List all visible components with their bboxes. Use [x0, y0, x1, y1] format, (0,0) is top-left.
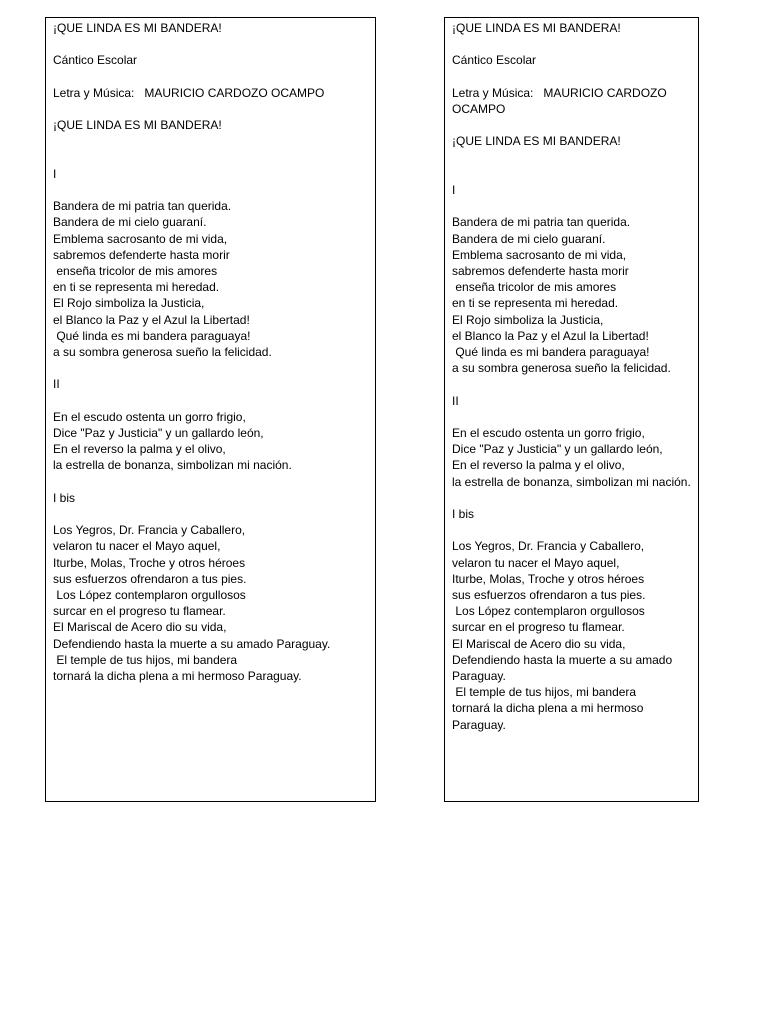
lyric-line — [452, 490, 691, 506]
lyric-line: sus esfuerzos ofrendaron a tus pies. — [53, 571, 247, 586]
lyric-line: Qué linda es mi bandera paraguaya! — [452, 344, 650, 359]
lyric-line: Iturbe, Molas, Troche y otros héroes — [53, 555, 246, 570]
lyric-line: El Mariscal de Acero dio su vida, — [53, 620, 227, 635]
lyric-line — [53, 101, 368, 117]
lyric-line: Cántico Escolar — [53, 53, 138, 68]
lyric-line: enseña tricolor de mis amores — [53, 263, 218, 278]
lyric-line: Bandera de mi cielo guaraní. — [452, 231, 606, 246]
lyric-line: sabremos defenderte hasta morir — [53, 247, 230, 262]
lyric-line: II — [452, 393, 459, 408]
lyric-line: Bandera de mi patria tan querida. — [452, 215, 631, 230]
lyric-line: Los Yegros, Dr. Francia y Caballero, — [53, 523, 246, 538]
lyric-line: a su sombra generosa sueño la felicidad. — [53, 344, 272, 359]
lyric-line: I bis — [53, 490, 76, 505]
lyric-line — [53, 506, 368, 522]
lyric-line: El temple de tus hijos, mi bandera — [53, 652, 238, 667]
lyric-line — [452, 150, 691, 166]
lyric-line: Bandera de mi cielo guaraní. — [53, 215, 207, 230]
lyric-line: En el reverso la palma y el olivo, — [452, 458, 625, 473]
lyric-line: Defendiendo hasta la muerte a su amado Paraguay. — [53, 636, 331, 651]
lyric-line — [452, 36, 691, 52]
lyric-line: En el reverso la palma y el olivo, — [53, 442, 226, 457]
lyric-line — [53, 69, 368, 85]
lyric-line — [53, 133, 368, 149]
lyric-line: sus esfuerzos ofrendaron a tus pies. — [452, 587, 646, 602]
lyric-line: El temple de tus hijos, mi bandera — [452, 685, 637, 700]
lyric-line: ¡QUE LINDA ES MI BANDERA! — [53, 21, 222, 35]
lyric-line — [452, 117, 691, 133]
lyric-line: Defendiendo hasta la muerte a su amado Paraguay. — [452, 652, 676, 683]
lyric-line — [53, 150, 368, 166]
lyric-line: En el escudo ostenta un gorro frigio, — [53, 409, 246, 424]
lyric-line: Dice "Paz y Justicia" y un gallardo león, — [452, 442, 663, 457]
lyric-line: tornará la dicha plena a mi hermoso Paraguay. — [53, 668, 302, 683]
lyric-line: enseña tricolor de mis amores — [452, 280, 617, 295]
lyric-line: Qué linda es mi bandera paraguaya! — [53, 328, 251, 343]
lyric-line: I bis — [452, 506, 475, 521]
lyric-line: en ti se representa mi heredad. — [452, 296, 619, 311]
lyric-line: El Rojo simboliza la Justicia, — [53, 296, 205, 311]
lyric-line: a su sombra generosa sueño la felicidad. — [452, 361, 671, 376]
lyric-line: Emblema sacrosanto de mi vida, — [452, 247, 627, 262]
lyric-line — [452, 69, 691, 85]
lyric-line — [53, 360, 368, 376]
lyric-line: El Mariscal de Acero dio su vida, — [452, 636, 626, 651]
lyric-line: el Blanco la Paz y el Azul la Libertad! — [53, 312, 250, 327]
lyrics-card-right — [444, 17, 699, 802]
lyric-line: Emblema sacrosanto de mi vida, — [53, 231, 228, 246]
lyric-line: Dice "Paz y Justicia" y un gallardo león, — [53, 425, 264, 440]
lyric-line: I — [452, 182, 456, 197]
lyric-line — [53, 36, 368, 52]
lyric-line: ¡QUE LINDA ES MI BANDERA! — [53, 118, 222, 133]
lyric-line — [452, 522, 691, 538]
lyric-line: surcar en el progreso tu flamear. — [53, 604, 226, 619]
lyric-line: el Blanco la Paz y el Azul la Libertad! — [452, 328, 649, 343]
lyric-line: tornará la dicha plena a mi hermoso Paraguay. — [452, 701, 647, 732]
lyric-line: velaron tu nacer el Mayo aquel, — [452, 555, 620, 570]
lyric-line: ¡QUE LINDA ES MI BANDERA! — [452, 21, 621, 35]
lyric-line: la estrella de bonanza, simbolizan mi nación. — [452, 474, 691, 489]
lyrics-card-left — [45, 17, 376, 802]
lyric-line: I — [53, 166, 57, 181]
lyric-line — [452, 376, 691, 392]
lyric-line — [452, 409, 691, 425]
lyric-line: Cántico Escolar — [452, 53, 537, 68]
lyric-line: Los López contemplaron orgullosos — [53, 587, 246, 602]
lyric-line: velaron tu nacer el Mayo aquel, — [53, 539, 221, 554]
lyric-line — [53, 474, 368, 490]
lyric-line — [452, 166, 691, 182]
lyric-line: El Rojo simboliza la Justicia, — [452, 312, 604, 327]
lyric-line: En el escudo ostenta un gorro frigio, — [452, 425, 645, 440]
lyric-line: la estrella de bonanza, simbolizan mi nación. — [53, 458, 292, 473]
lyric-line: Iturbe, Molas, Troche y otros héroes — [452, 571, 645, 586]
lyric-line: en ti se representa mi heredad. — [53, 280, 220, 295]
lyric-line: Los Yegros, Dr. Francia y Caballero, — [452, 539, 645, 554]
lyric-line: sabremos defenderte hasta morir — [452, 263, 629, 278]
lyric-line: II — [53, 377, 60, 392]
lyric-line: Letra y Música: MAURICIO CARDOZO OCAMPO — [452, 85, 671, 116]
lyric-line: Los López contemplaron orgullosos — [452, 604, 645, 619]
lyric-line — [452, 198, 691, 214]
lyric-line: ¡QUE LINDA ES MI BANDERA! — [452, 134, 621, 149]
lyric-line: Bandera de mi patria tan querida. — [53, 199, 232, 214]
lyric-line — [53, 182, 368, 198]
lyric-line — [53, 393, 368, 409]
lyric-line: surcar en el progreso tu flamear. — [452, 620, 625, 635]
lyric-line: Letra y Música: MAURICIO CARDOZO OCAMPO — [53, 85, 325, 100]
